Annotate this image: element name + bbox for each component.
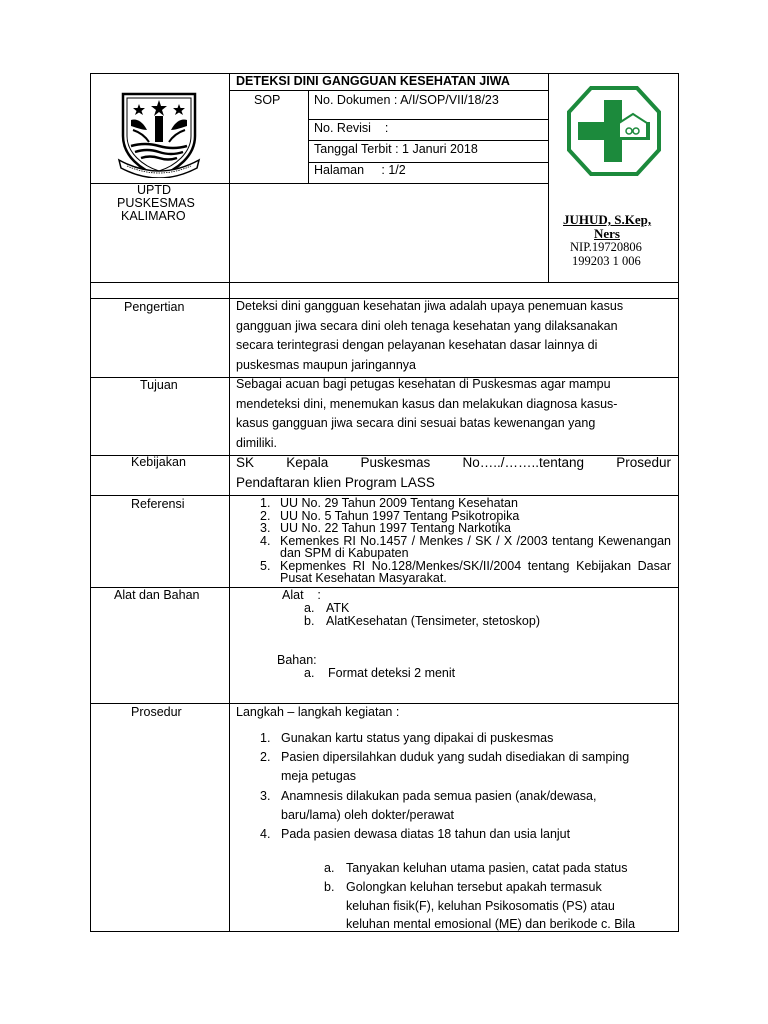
substep-marker: a. [324,861,335,875]
substep-text: Tanyakan keluhan utama pasien, catat pada status [346,861,628,875]
signer-name: JUHUD, S.Kep, [563,212,652,227]
tujuan-label: Tujuan [140,378,178,392]
tujuan-text [236,375,674,453]
pengertian-label: Pengertian [124,300,185,314]
step-number: 1. [260,731,271,745]
referensi-label: Referensi [131,497,185,511]
kebijakan-line-1: SK Kepala Puskesmas No…../……..tentang Prosedur [236,455,671,470]
puskesmas-logo [567,86,661,176]
step-number: 2. [260,750,271,764]
kebijakan-label: Kebijakan [131,455,186,469]
list-item: 1. UU No. 29 Tahun 2009 Tentang Kesehatan [260,496,518,510]
pengertian-text [236,297,674,375]
regional-emblem-logo [117,90,201,178]
sop-label: SOP [254,93,281,107]
list-item: 3. UU No. 22 Tahun 1997 Tentang Narkotika [260,521,511,535]
list-item: 5. Kepmenkes RI No.128/Menkes/SK/II/2004 tentang Kebijakan Dasar Pusat Kesehatan Masyarakat. [260,558,671,585]
document-title: DETEKSI DINI GANGGUAN KESEHATAN JIWA [236,74,510,88]
step-text: Pada pasien dewasa diatas 18 tahun dan usia lanjut [281,827,571,841]
kebijakan-line-2: Pendaftaran klien Program LASS [236,475,435,490]
bahan-label: Bahan: [277,653,317,667]
alat-a-marker: a. [304,601,315,615]
bahan-a-marker: a. [304,666,315,680]
prosedur-label: Prosedur [131,705,182,719]
alat-b-text: AlatKesehatan (Tensimeter, stetoskop) [326,614,541,628]
bahan-a-text: Format deteksi 2 menit [328,666,456,680]
alat-label: Alat : [282,588,321,602]
substep-text: keluhan fisik(F), keluhan Psikosomatis (PS) atau [346,899,615,913]
step-text: baru/lama) oleh dokter/perawat [281,808,455,822]
org-name-line-3: KALIMARO [121,209,186,223]
pengertian-line: gangguan jiwa secara dini oleh tenaga kesehatan yang dilaksanakan [236,318,618,333]
tujuan-line: mendeteksi dini, menemukan kasus dan melakukan diagnosa kasus- [236,396,618,411]
step-text: Anamnesis dilakukan pada semua pasien (anak/dewasa, [281,789,597,803]
alat-a-text: ATK [326,601,350,615]
document-number: No. Dokumen : A/I/SOP/VII/18/23 [314,93,499,107]
step-text: meja petugas [281,769,357,783]
page-number: Halaman : 1/2 [314,163,406,177]
substep-marker: b. [324,880,335,894]
list-item: 4. Kemenkes RI No.1457 / Menkes / SK / X /2003 tentang Kewenangan dan SPM di Kabupaten [260,533,671,560]
issue-date: Tanggal Terbit : 1 Januri 2018 [314,142,478,156]
alat-bahan-label: Alat dan Bahan [114,588,200,602]
pengertian-line: puskesmas maupun jaringannya [236,357,416,372]
step-text: Gunakan kartu status yang dipakai di puskesmas [281,731,554,745]
pengertian-line: secara terintegrasi dengan pelayanan kesehatan dasar lainnya di [236,338,598,352]
referensi-list [260,497,671,585]
tujuan-line: Sebagai acuan bagi petugas kesehatan di Puskesmas agar mampu [236,377,611,391]
prosedur-intro: Langkah – langkah kegiatan : [236,705,400,719]
step-number: 4. [260,827,271,841]
org-name-line-1: UPTD [137,183,172,197]
signer-nip-2: 199203 1 006 [572,254,641,268]
signer-name-suffix: Ners [594,226,620,241]
pengertian-line: Deteksi dini gangguan kesehatan jiwa adalah upaya penemuan kasus [236,299,624,313]
step-text: Pasien dipersilahkan duduk yang sudah disediakan di samping [281,750,630,764]
alat-b-marker: b. [304,614,315,628]
tujuan-line: dimiliki. [236,435,277,450]
signer-nip-1: NIP.19720806 [570,240,642,254]
step-number: 3. [260,789,271,803]
substep-text: Golongkan keluhan tersebut apakah termasuk [346,880,602,894]
list-item: 2. UU No. 5 Tahun 1997 Tentang Psikotropika [260,508,520,523]
substep-text: keluhan mental emosional (ME) dan berikode c. Bila [346,917,636,931]
revision-number: No. Revisi : [314,121,389,135]
org-name-line-2: PUSKESMAS [117,196,195,210]
tujuan-line: kasus gangguan jiwa secara dini sesuai batas kewenangan yang [236,416,596,430]
